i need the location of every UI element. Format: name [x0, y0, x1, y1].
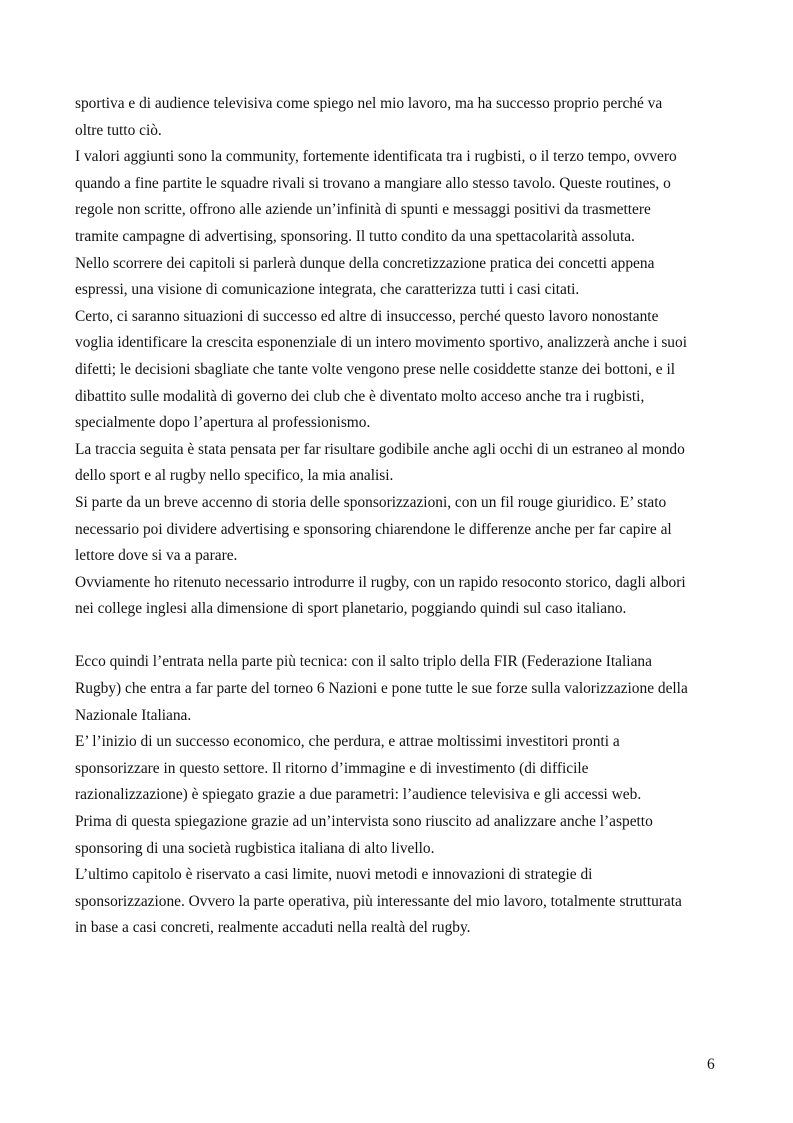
text-line: specialmente dopo l’apertura al professionismo.: [75, 414, 371, 432]
text-line: sponsoring di una società rugbistica italiana di alto livello.: [75, 839, 435, 857]
paragraph: [75, 91, 725, 144]
paragraph: [75, 729, 725, 809]
text-line: dello sport e al rugby nello specifico, la mia analisi.: [75, 467, 394, 485]
text-line: Nazionale Italiana.: [75, 706, 192, 724]
text-line: nei college inglesi alla dimensione di sport planetario, poggiando quindi sul caso italiano.: [75, 600, 627, 618]
text-line: regole non scritte, offrono alle aziende un’infinità di spunti e messaggi positivi da trasmettere: [75, 201, 651, 219]
text-line: sportiva e di audience televisiva come spiego nel mio lavoro, ma ha successo proprio perché va: [75, 95, 663, 112]
text-line: tramite campagne di advertising, sponsoring. Il tutto condito da una spettacolarità assoluta.: [75, 227, 635, 245]
text-line: lettore dove si va a parare.: [75, 547, 238, 565]
text-line: E’ l’inizio di un successo economico, che perdura, e attrae moltissimi investitori pronti a: [75, 733, 620, 751]
text-line: sponsorizzazione. Ovvero la parte operativa, più interessante del mio lavoro, totalmente strutturata: [75, 892, 682, 910]
paragraph: [75, 251, 725, 304]
paragraph: [75, 862, 725, 942]
text-line: difetti; le decisioni sbagliate che tante volte vengono prese nelle cosiddette stanze dei bottoni, e il: [75, 360, 676, 378]
paragraph: [75, 490, 725, 570]
text-line: I valori aggiunti sono la community, fortemente identificata tra i rugbisti, o il terzo tempo, ovvero: [75, 148, 677, 166]
text-line: sponsorizzare in questo settore. Il ritorno d’immagine e di investimento (di difficile: [75, 759, 589, 777]
page-number: 6: [707, 1056, 715, 1073]
text-line: Ecco quindi l’entrata nella parte più tecnica: con il salto triplo della FIR (Federazione Italiana: [75, 653, 652, 671]
text-line: Certo, ci saranno situazioni di successo ed altre di insuccesso, perché questo lavoro nonostante: [75, 307, 659, 325]
text-line: Prima di questa spiegazione grazie ad un’intervista sono riuscito ad analizzare anche l’aspetto: [75, 813, 653, 831]
paragraph-spacer: [75, 623, 725, 650]
text-line: necessario poi dividere advertising e sponsoring chiarendone le differenze anche per far capire al: [75, 520, 672, 538]
text-line: razionalizzazione) è spiegato grazie a due parametri: l’audience televisiva e gli accessi web.: [75, 786, 642, 804]
text-line: Rugby) che entra a far parte del torneo 6 Nazioni e pone tutte le sue forze sulla valorizzazione della: [75, 680, 688, 698]
body-text: [75, 91, 725, 942]
text-line: Ovviamente ho ritenuto necessario introdurre il rugby, con un rapido resoconto storico, dagli albori: [75, 573, 686, 591]
text-line: in base a casi concreti, realmente accaduti nella realtà del rugby.: [75, 919, 471, 937]
text-line: voglia identificare la crescita esponenziale di un intero movimento sportivo, analizzerà anche i suoi: [75, 334, 687, 352]
text-line: dibattito sulle modalità di governo dei club che è diventato molto acceso anche tra i rugbisti,: [75, 387, 645, 405]
paragraph: [75, 649, 725, 729]
paragraph: [75, 437, 725, 490]
text-line: La traccia seguita è stata pensata per far risultare godibile anche agli occhi di un estraneo al mondo: [75, 440, 685, 458]
text-line: Nello scorrere dei capitoli si parlerà dunque della concretizzazione pratica dei concetti appena: [75, 254, 655, 272]
text-line: oltre tutto ciò.: [75, 121, 162, 139]
text-line: espressi, una visione di comunicazione integrata, che caratterizza tutti i casi citati.: [75, 281, 580, 299]
paragraph: [75, 144, 725, 250]
text-line: L’ultimo capitolo è riservato a casi limite, nuovi metodi e innovazioni di strategie di: [75, 866, 593, 884]
text-line: Si parte da un breve accenno di storia delle sponsorizzazioni, con un fil rouge giuridico. E’ stato: [75, 493, 667, 511]
paragraph: [75, 304, 725, 437]
text-line: quando a fine partite le squadre rivali si trovano a mangiare allo stesso tavolo. Queste routines, o: [75, 174, 671, 192]
paragraph: [75, 809, 725, 862]
paragraph: [75, 570, 725, 623]
